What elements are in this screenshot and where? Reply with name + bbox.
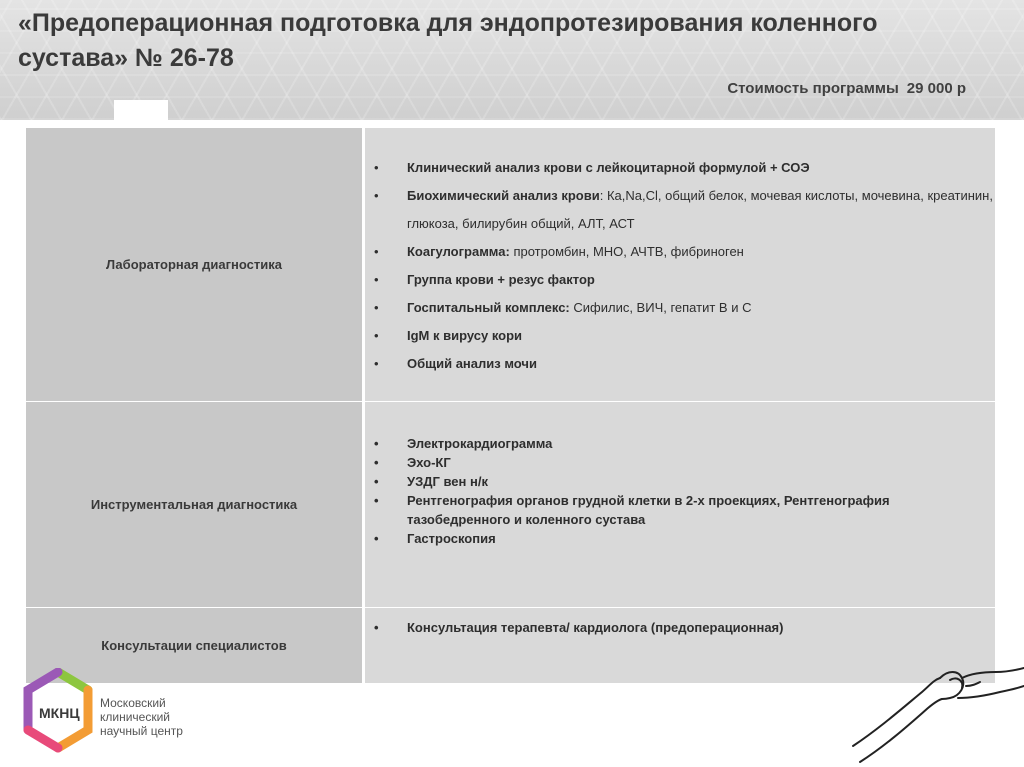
logo-edge-green: [58, 672, 88, 690]
table-row-instrumental: [26, 402, 996, 608]
list-item: • УЗДГ вен н/к: [365, 472, 995, 491]
list-item: • IgM к вирусу кори: [365, 322, 995, 350]
row-content: [364, 402, 996, 608]
list-item: • Группа крови + резус фактор: [365, 266, 995, 294]
row-label: Инструментальная диагностика: [26, 402, 364, 608]
logo-abbreviation: МКНЦ: [39, 705, 80, 721]
list-item: • Госпитальный комплекс: Сифилис, ВИЧ, гепатит В и С: [365, 294, 995, 322]
lab-list: [365, 128, 995, 378]
logo-edge-purple: [28, 672, 58, 730]
page-title: «Предоперационная подготовка для эндопротезирования коленного сустава» № 26-78: [18, 9, 878, 72]
row-label: Лабораторная диагностика: [26, 128, 364, 402]
logo-edge-pink: [28, 730, 58, 748]
table-row-lab: [26, 128, 996, 402]
row-content: [364, 128, 996, 402]
row-label: Консультации специалистов: [26, 608, 364, 684]
list-item: • Электрокардиограмма: [365, 434, 995, 453]
services-table: [25, 127, 996, 684]
header-banner: [0, 0, 1024, 120]
list-item: • Эхо-КГ: [365, 453, 995, 472]
knee-joint-icon: [850, 658, 1024, 767]
cost-label: Стоимость программы: [727, 80, 899, 97]
program-cost: [727, 80, 966, 97]
list-item: • Консультация терапевта/ кардиолога (предоперационная): [365, 618, 995, 637]
list-item: • Гастроскопия: [365, 529, 995, 548]
list-item: • Общий анализ мочи: [365, 350, 995, 378]
logo-caption: Московский клинический научный центр: [100, 696, 183, 738]
consult-list: [365, 608, 995, 637]
cost-value: 29 000 р: [906, 80, 966, 97]
list-item: • Коагулограмма: протромбин, МНО, АЧТВ, фибриноген: [365, 238, 995, 266]
header-notch: [114, 100, 168, 120]
mknc-logo: [22, 668, 197, 758]
list-item: • Клинический анализ крови с лейкоцитарной формулой + СОЭ: [365, 154, 995, 182]
list-item: • Биохимический анализ крови: Ка,Na,Cl, общий белок, мочевая кислоты, мочевина, креатинин, глюкоза, билирубин общий, АЛТ, АСТ: [365, 182, 995, 238]
instrumental-list: [365, 402, 995, 548]
list-item: • Рентгенография органов грудной клетки в 2-х проекциях, Рентгенография тазобедренного и коленного сустава: [365, 491, 995, 529]
